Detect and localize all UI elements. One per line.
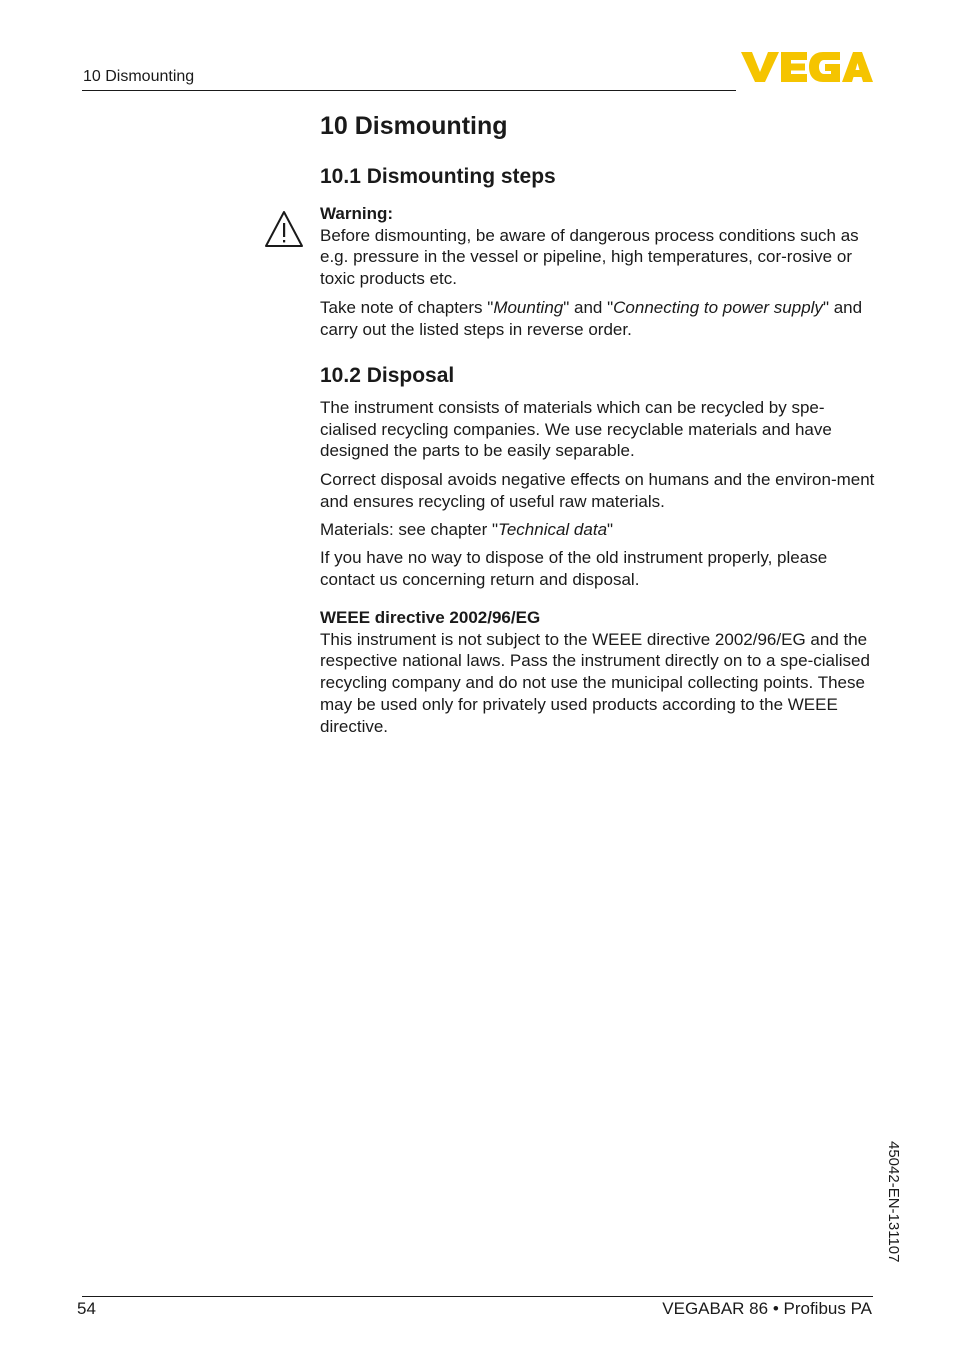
vega-logo [741,50,873,84]
chapter-title: 10 Dismounting [320,112,508,140]
warning-label: Warning: [320,204,394,223]
warning-block [320,203,876,290]
weee-text: This instrument is not subject to the WEEE directive 2002/96/EG and the respective national laws. Pass the instrument directly on to a spe-cialised recycling company and do not use the municipal collecting points. These may be used only for privately used products according to the WEEE directive. [320,629,870,736]
materials-suffix: " [607,520,614,539]
weee-block [320,607,876,737]
footer-product: VEGABAR 86 • Profibus PA [662,1299,872,1318]
note-ref-mounting: Mounting [493,298,564,317]
materials-prefix: Materials: see chapter " [320,520,499,539]
section-title-dismounting-steps: 10.1 Dismounting steps [320,165,556,188]
disposal-text-2: Correct disposal avoids negative effects on humans and the environ-ment and ensures recycling of useful raw materials. [320,470,875,511]
section-title-disposal: 10.2 Disposal [320,364,455,387]
footer-divider [82,1296,873,1297]
warning-text: Before dismounting, be aware of dangerous process conditions such as e.g. pressure in the vessel or pipeline, high temperatures, cor-rosive or toxic products etc. [320,225,859,289]
disposal-paragraph-2 [320,469,876,512]
materials-ref: Technical data [498,520,608,539]
disposal-paragraph-1 [320,397,876,462]
header-divider [82,90,736,91]
note-prefix: Take note of chapters " [320,298,494,317]
running-header: 10 Dismounting [83,68,195,85]
note-paragraph [320,297,876,340]
disposal-paragraph-3 [320,519,876,541]
disposal-paragraph-4 [320,547,876,590]
note-ref-power: Connecting to power supply [613,298,823,317]
document-number: 45042-EN-131107 [885,1141,902,1263]
note-mid: " and " [563,298,614,317]
weee-title: WEEE directive 2002/96/EG [320,608,541,627]
warning-triangle-icon [264,210,304,248]
disposal-text-1: The instrument consists of materials which can be recycled by spe-cialised recycling companies. We use recyclable materials and have designed the parts to be easily separable. [320,398,832,461]
page-number: 54 [77,1299,96,1318]
note-suffix: " and carry out the listed steps in reverse order. [320,298,863,339]
disposal-text-4: If you have no way to dispose of the old instrument properly, please contact us concerning return and disposal. [320,548,828,589]
